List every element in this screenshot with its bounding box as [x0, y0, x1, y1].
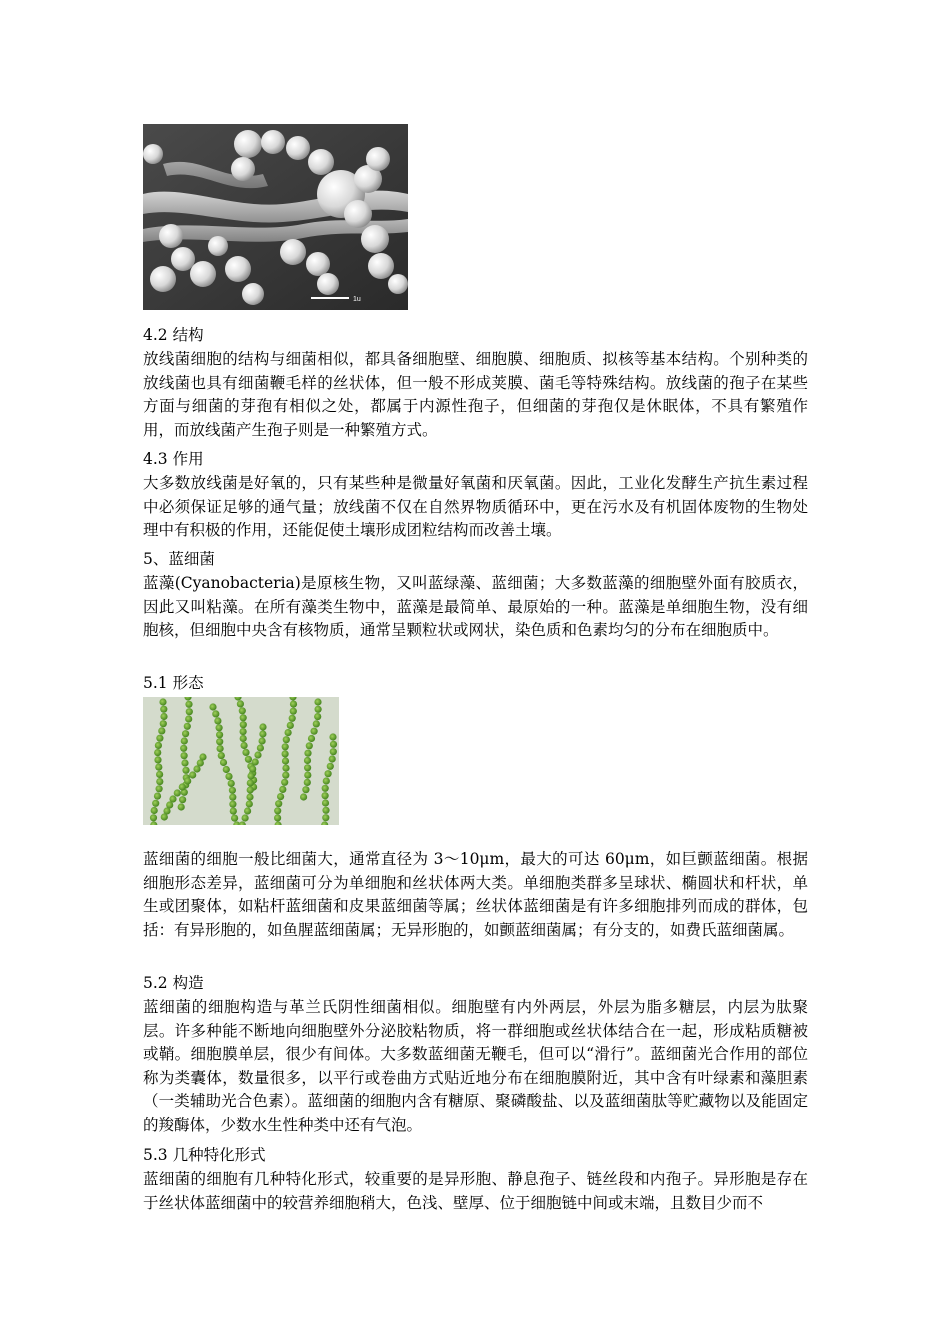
cyanobacteria-cell — [189, 771, 196, 778]
cyanobacteria-cell — [181, 737, 188, 744]
cyanobacteria-cell — [322, 792, 329, 799]
cyanobacteria-cell — [285, 729, 292, 736]
cyanobacteria-cell — [282, 765, 289, 772]
cyanobacteria-cell — [181, 759, 188, 766]
cyanobacteria-cell — [247, 779, 254, 786]
cyanobacteria-cell — [247, 772, 254, 779]
section-4-2-body: 放线菌细胞的结构与细菌相似，都具备细胞壁、细胞膜、细胞质、拟核等基本结构。个别种类的放线菌也具有细菌鞭毛样的丝状体，但一般不形成荚膜、菌毛等特殊结构。放线菌的孢子在某些方面与细菌的芽孢有相似之处，都属于内源性孢子，但细菌的芽孢仅是休眠体，不具有繁殖作用，而放线菌产生孢子则是一种繁殖方式。 — [143, 350, 808, 439]
cyanobacteria-cell — [246, 800, 253, 807]
cyanobacteria-cell — [240, 721, 247, 728]
cyanobacteria-cell — [223, 766, 230, 773]
cyanobacteria-cell — [231, 815, 238, 822]
cyanobacteria-cell — [239, 707, 246, 714]
cyanobacteria-cell — [209, 703, 216, 710]
cyanobacteria-cell — [155, 764, 162, 771]
cyanobacteria-cell — [252, 758, 259, 765]
cyanobacteria-cell — [246, 793, 253, 800]
cyanobacteria-cell — [225, 773, 232, 780]
cyanobacteria-cell — [160, 720, 167, 727]
cyanobacteria-cell — [156, 778, 163, 785]
cyanobacteria-cell — [290, 701, 297, 708]
cyanobacteria-cell — [330, 748, 337, 755]
cyanobacteria-cell — [282, 757, 289, 764]
cyanobacteria-cell — [275, 800, 282, 807]
cyanobacteria-cell — [212, 710, 219, 717]
cyanobacteria-cell — [229, 787, 236, 794]
cyanobacteria-cell — [247, 786, 254, 793]
cyanobacteria-cell — [216, 724, 223, 731]
cyanobacteria-cell — [304, 757, 311, 764]
cyanobacteria-cell — [216, 731, 223, 738]
cyanobacteria-cell — [174, 789, 181, 796]
cyanobacteria-cell — [322, 785, 329, 792]
cyanobacteria-cell — [327, 763, 334, 770]
cyanobacteria-cell — [304, 779, 311, 786]
cyanobacteria-cell — [282, 743, 289, 750]
section-5-1-heading: 5.1 形态 — [143, 674, 204, 692]
cyanobacteria-cell — [313, 720, 320, 727]
cyanobacteria-cell — [155, 742, 162, 749]
cyanobacteria-micrograph — [143, 697, 339, 825]
cyanobacteria-cell — [229, 801, 236, 808]
cyanobacteria-cell — [237, 700, 244, 707]
cyanobacteria-cell — [154, 756, 161, 763]
cyanobacteria-cell — [193, 765, 200, 772]
cyanobacteria-cell — [289, 715, 296, 722]
cyanobacteria-cell — [181, 752, 188, 759]
cyanobacteria-cell — [214, 717, 221, 724]
cyanobacteria-cell — [259, 723, 266, 730]
cyanobacteria-cell — [302, 786, 309, 793]
cyanobacteria-cell — [279, 786, 286, 793]
cyanobacteria-cell — [240, 714, 247, 721]
cyanobacteria-cell — [229, 794, 236, 801]
section-5-body: 蓝藻(Cyanobacteria)是原核生物，又叫蓝绿藻、蓝细菌；大多数蓝藻的细胞壁外面有胶质衣，因此又叫粘藻。在所有藻类生物中，蓝藻是最简单、最原始的一种。蓝藻是单细胞生物，没有细胞核，但细胞中央含有核物质，通常呈颗粒状或网状，染色质和色素均匀的分布在细胞质中。 — [143, 574, 808, 640]
cyanobacteria-cell — [314, 713, 321, 720]
cyanobacteria-cell — [185, 715, 192, 722]
cyanobacteria-cell — [322, 799, 329, 806]
cyanobacteria-cell — [245, 756, 252, 763]
cyanobacteria-cell — [151, 807, 158, 814]
cyanobacteria-cell — [244, 807, 251, 814]
cyanobacteria-cell — [242, 814, 249, 821]
cyanobacteria-cell — [254, 751, 261, 758]
cyanobacteria-cell — [240, 735, 247, 742]
cyanobacteria-cell — [158, 727, 165, 734]
scale-bar — [311, 297, 349, 299]
section-4-3-heading: 4.3 作用 — [143, 450, 204, 468]
cyanobacteria-cell — [241, 742, 248, 749]
cyanobacteria-cell — [290, 708, 297, 715]
cyanobacteria-cell — [274, 807, 281, 814]
cyanobacteria-cell — [306, 742, 313, 749]
cyanobacteria-cell — [257, 744, 264, 751]
cyanobacteria-drawing — [143, 697, 339, 825]
cyanobacteria-cell — [154, 793, 161, 800]
cyanobacteria-cell — [304, 764, 311, 771]
cyanobacteria-cell — [283, 736, 290, 743]
cyanobacteria-cell — [161, 813, 168, 820]
cyanobacteria-cell — [216, 738, 223, 745]
cyanobacteria-cell — [182, 730, 189, 737]
cyanobacteria-cell — [240, 728, 247, 735]
cyanobacteria-cell — [220, 759, 227, 766]
cyanobacteria-cell — [160, 713, 167, 720]
cyanobacteria-cell — [218, 752, 225, 759]
cyanobacteria-cell — [325, 770, 332, 777]
cyanobacteria-cell — [186, 708, 193, 715]
cyanobacteria-cell — [329, 755, 336, 762]
cyanobacteria-cell — [311, 728, 318, 735]
section-5-2-heading: 5.2 构造 — [143, 974, 204, 992]
cyanobacteria-cell — [315, 706, 322, 713]
cyanobacteria-cell — [330, 741, 337, 748]
cyanobacteria-cell — [154, 749, 161, 756]
cyanobacteria-cell — [329, 733, 336, 740]
cyanobacteria-cell — [217, 745, 224, 752]
cyanobacteria-cell — [184, 777, 191, 784]
cyanobacteria-cell — [156, 785, 163, 792]
section-5-3-heading: 5.3 几种特化形式 — [143, 1146, 266, 1164]
cyanobacteria-cell — [314, 698, 321, 705]
cyanobacteria-cell — [150, 814, 157, 821]
cyanobacteria-cell — [185, 701, 192, 708]
cyanobacteria-cell — [179, 783, 186, 790]
scale-bar-label: 1u — [353, 296, 361, 303]
cyanobacteria-cell — [156, 735, 163, 742]
section-5-heading: 5、蓝细菌 — [143, 550, 215, 568]
cyanobacteria-cell — [277, 793, 284, 800]
cyanobacteria-cell — [182, 767, 189, 774]
cyanobacteria-cell — [281, 779, 288, 786]
cyanobacteria-cell — [180, 745, 187, 752]
cyanobacteria-cell — [300, 793, 307, 800]
section-4-3-body: 大多数放线菌是好氧的，只有某些种是微量好氧菌和厌氧菌。因此，工业化发酵生产抗生素过程中必须保证足够的通气量；放线菌不仅在自然界物质循环中，更在污水及有机固体废物的生物处理中有积极的作用，还能促使土壤形成团粒结构而改善土壤。 — [143, 474, 808, 540]
section-5-1-body: 蓝细菌的细胞一般比细菌大，通常直径为 3～10μm，最大的可达 60μm，如巨颤蓝细菌。根据细胞形态差异，蓝细菌可分为单细胞和丝状体两大类。单细胞类群多呈球状、椭圆状和杆状，单生或团聚体，如粘杆蓝细菌和皮果蓝细菌等属；丝状体蓝细菌是有许多细胞排列而成的群体，包括：有异形胞的，如鱼腥蓝细菌属；无异形胞的，如颤蓝细菌属；有分支的，如费氏蓝细菌属。 — [143, 850, 808, 939]
cyanobacteria-cell — [322, 807, 329, 814]
cyanobacteria-cell — [242, 749, 249, 756]
cyanobacteria-cell — [156, 771, 163, 778]
section-4-2-heading: 4.2 结构 — [143, 326, 204, 344]
micrograph-drawing — [143, 124, 408, 310]
cyanobacteria-cell — [282, 772, 289, 779]
section-5-2-body: 蓝细菌的细胞构造与革兰氏阴性细菌相似。细胞壁有内外两层，外层为脂多糖层，内层为肽聚层。许多种能不断地向细胞壁外分泌胶粘物质，将一群细胞或丝状体结合在一起，形成粘质糖被或鞘。细胞膜单层，很少有间体。大多数蓝细菌无鞭毛，但可以“滑行”。蓝细菌光合作用的部位称为类囊体，数量很多，以平行或卷曲方式贴近地分布在细胞膜附近，其中含有叶绿素和藻胆素（一类辅助光合色素）。蓝细菌的细胞内含有糖原、聚磷酸盐、以及蓝细菌肽等贮藏物以及能固定的羧酶体，少数水生性种类中还有气泡。 — [143, 998, 808, 1134]
section-5-3-body: 蓝细菌的细胞有几种特化形式，较重要的是异形胞、静息孢子、链丝段和内孢子。异形胞是存在于丝状体蓝细菌中的较营养细胞稍大，色浅、壁厚、位于细胞链中间或末端，且数目少而不 — [143, 1170, 808, 1212]
cyanobacteria-cell — [184, 723, 191, 730]
cyanobacteria-cell — [287, 722, 294, 729]
cyanobacteria-cell — [308, 735, 315, 742]
cyanobacteria-cell — [304, 772, 311, 779]
cyanobacteria-cell — [259, 730, 266, 737]
cyanobacteria-cell — [179, 796, 186, 803]
cyanobacteria-cell — [160, 706, 167, 713]
actinomycete-spore-micrograph — [143, 124, 408, 310]
cyanobacteria-cell — [323, 777, 330, 784]
cyanobacteria-cell — [230, 808, 237, 815]
cyanobacteria-cell — [152, 800, 159, 807]
cyanobacteria-cell — [282, 750, 289, 757]
cyanobacteria-cell — [178, 803, 185, 810]
cyanobacteria-cell — [249, 765, 256, 772]
cyanobacteria-cell — [259, 737, 266, 744]
cyanobacteria-cell — [274, 814, 281, 821]
cyanobacteria-cell — [304, 750, 311, 757]
cyanobacteria-cell — [159, 698, 166, 705]
cyanobacteria-cell — [322, 814, 329, 821]
cyanobacteria-cell — [228, 780, 235, 787]
